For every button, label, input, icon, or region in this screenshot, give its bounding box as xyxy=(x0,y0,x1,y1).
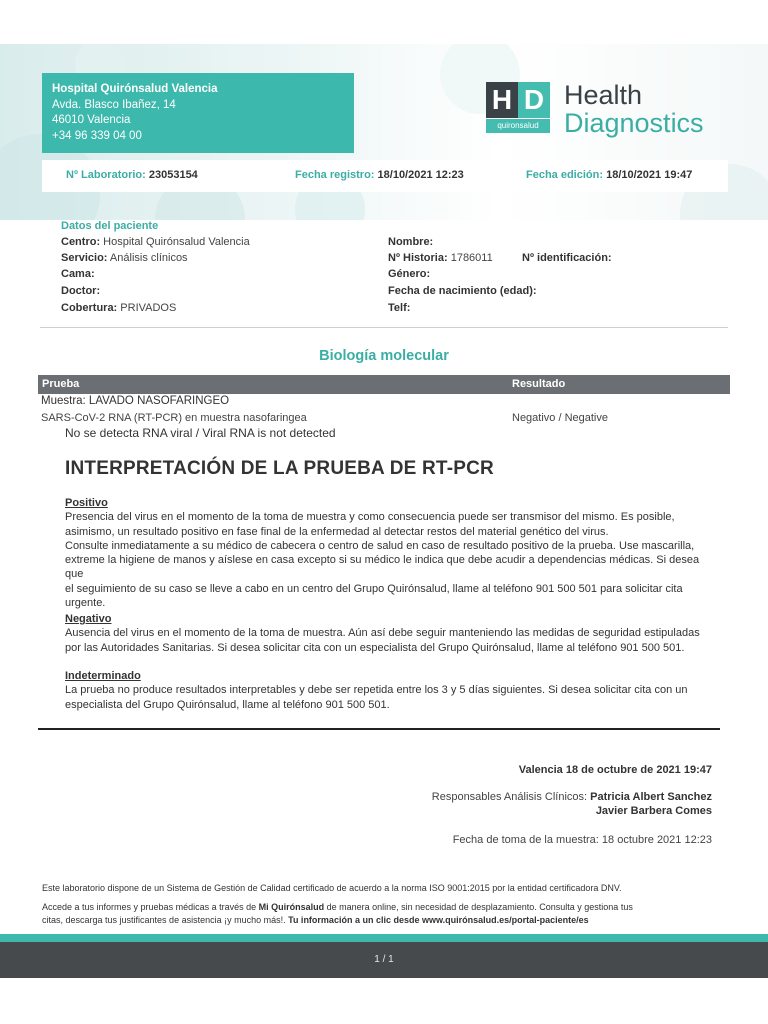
biology-section-title: Biología molecular xyxy=(319,348,449,364)
brand-health: Health xyxy=(564,80,643,110)
indeterminado-line: especialista del Grupo Quirónsalud, llame al teléfono 901 500 501. xyxy=(65,698,390,711)
registro-date: Fecha registro: 18/10/2021 12:23 xyxy=(295,169,464,181)
positivo-heading: Positivo xyxy=(65,497,108,509)
patient-historia: Nº Historia: 1786011 xyxy=(388,252,493,264)
patient-centro: Centro: Hospital Quirónsalud Valencia xyxy=(61,236,250,248)
patient-nacimiento: Fecha de nacimiento (edad): xyxy=(388,285,537,297)
page-indicator: 1 / 1 xyxy=(374,954,394,965)
toma-muestra: Fecha de toma de la muestra: 18 octubre 2021 12:23 xyxy=(452,834,712,846)
results-table-header xyxy=(38,375,730,394)
test-result: Negativo / Negative xyxy=(512,412,608,424)
pdf-viewer-toolbar xyxy=(0,942,768,978)
quality-statement: Este laboratorio dispone de un Sistema de Gestión de Calidad certificado de acuerdo a la norma ISO 9001:2015 por la entidad certificadora DNV. xyxy=(42,883,622,893)
negativo-heading: Negativo xyxy=(65,613,112,625)
hospital-info-box xyxy=(42,73,354,153)
footer-teal-stripe xyxy=(0,934,768,942)
indeterminado-section xyxy=(65,669,715,712)
viewer-bottom-area xyxy=(0,978,768,1024)
responsable-1: Patricia Albert Sanchez xyxy=(590,791,712,803)
hospital-phone: +34 96 339 04 00 xyxy=(52,129,142,142)
column-header-resultado: Resultado xyxy=(512,378,566,390)
test-name: SARS-CoV-2 RNA (RT-PCR) en muestra nasofaringea xyxy=(41,412,307,424)
indeterminado-heading: Indeterminado xyxy=(65,670,141,682)
patient-telf: Telf: xyxy=(388,302,411,314)
positivo-line: extreme la higiene de manos y aíslese en casa excepto si su médico le indica que debe acudir a dependencias médicas. Si desea que xyxy=(65,554,700,581)
interpretation-title: INTERPRETACIÓN DE LA PRUEBA DE RT-PCR xyxy=(65,458,494,479)
patient-genero: Género: xyxy=(388,268,431,280)
positivo-line: asimismo, un resultado positivo en fase final de la enfermedad al detectar restos del material genético del virus. xyxy=(65,525,609,538)
portal-info: Accede a tus informes y pruebas médicas a través de Mi Quirónsalud de manera online, sin necesidad de desplazamiento. Consulta y gestiona tus citas, descarga tus justificantes de asistencia ¡y mucho más!. Tu información a un clic desde www.quirónsalud.es/portal-paciente/es xyxy=(42,902,633,925)
hd-letter-h: H xyxy=(486,82,518,118)
hospital-name: Hospital Quirónsalud Valencia xyxy=(52,83,218,95)
positivo-section xyxy=(65,496,715,610)
patient-identificacion: Nº identificación: xyxy=(522,252,612,264)
positivo-line: el seguimiento de su caso se lleve a cabo en un centro del Grupo Quirónsalud, llame al teléfono 901 500 501 para solicitar cita xyxy=(65,582,683,595)
patient-cama: Cama: xyxy=(61,268,95,280)
patient-cobertura: Cobertura: PRIVADOS xyxy=(61,302,177,314)
negativo-line: por las Autoridades Sanitarias. Si desea solicitar cita con un especialista del Grupo Quirónsalud, llame al teléfono 901 500 501. xyxy=(65,641,685,654)
portal-link[interactable]: Tu información a un clic desde www.quirónsalud.es/portal-paciente/es xyxy=(288,914,589,925)
interpretation-divider xyxy=(38,728,720,730)
test-comment: No se detecta RNA viral / Viral RNA is not detected xyxy=(65,426,336,440)
positivo-line: Consulte inmediatamente a su médico de cabecera o centro de salud en caso de resultado positivo de la prueba. Use mascarilla, xyxy=(65,539,695,552)
lab-number: Nº Laboratorio: 23053154 xyxy=(66,169,198,181)
edicion-date: Fecha edición: 18/10/2021 19:47 xyxy=(526,169,693,181)
place-date: Valencia 18 de octubre de 2021 19:47 xyxy=(518,764,712,776)
positivo-line: urgente. xyxy=(65,597,106,610)
column-header-prueba: Prueba xyxy=(42,378,80,390)
hd-logo-mark xyxy=(486,82,550,130)
patient-section-title: Datos del paciente xyxy=(61,220,159,232)
responsable-2: Javier Barbera Comes xyxy=(595,805,712,817)
hospital-address: Avda. Blasco Ibañez, 14 xyxy=(52,98,176,111)
responsables-line: Responsables Análisis Clínicos: Patricia Albert Sanchez xyxy=(431,791,712,803)
indeterminado-line: La prueba no produce resultados interpretables y debe ser repetida entre los 3 y 5 días siguientes. Si desea solicitar cita con un xyxy=(65,684,688,697)
negativo-section xyxy=(65,612,715,655)
negativo-line: Ausencia del virus en el momento de la toma de muestra. Aún así debe seguir manteniendo las medidas de seguridad estipuladas xyxy=(65,627,700,640)
section-divider xyxy=(40,327,728,328)
patient-doctor: Doctor: xyxy=(61,285,101,297)
hd-sub-label: quironsalud xyxy=(486,119,550,133)
hospital-city: 46010 Valencia xyxy=(52,114,131,126)
health-diagnostics-logo xyxy=(486,82,746,142)
positivo-line: Presencia del virus en el momento de la toma de muestra y como consecuencia puede ser transmisor del mismo. Es posible, xyxy=(65,511,675,524)
sample-type: Muestra: LAVADO NASOFARINGEO xyxy=(41,395,230,407)
patient-nombre: Nombre: xyxy=(388,236,434,248)
lab-info-bar xyxy=(42,160,728,192)
brand-diagnostics: Diagnostics xyxy=(564,108,704,138)
hd-letter-d: D xyxy=(518,82,550,118)
patient-servicio: Servicio: Análisis clínicos xyxy=(61,252,188,264)
